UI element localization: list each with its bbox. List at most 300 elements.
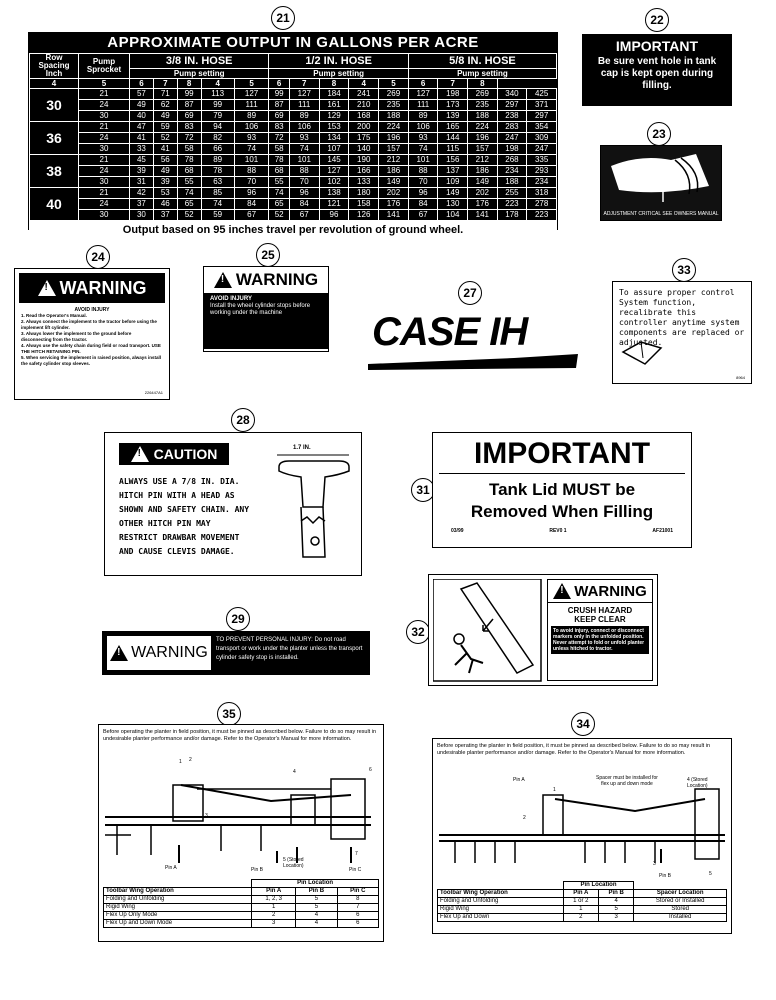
output-value: 165	[438, 122, 468, 133]
output-value: 297	[527, 111, 557, 122]
output-value: 255	[497, 188, 527, 199]
output-value: 49	[153, 166, 177, 177]
output-value: 127	[319, 166, 349, 177]
output-value: 70	[408, 177, 438, 188]
output-value: 202	[379, 188, 409, 199]
output-value: 212	[379, 155, 409, 166]
pin-location-title: Pin Location	[563, 882, 634, 890]
callout-35: 35	[217, 702, 241, 726]
table-cell: Flex Up and Down	[438, 914, 564, 922]
output-value: 53	[153, 188, 177, 199]
callout-21: 21	[271, 6, 295, 30]
output-value: 104	[438, 210, 468, 221]
table-cell: 5	[296, 896, 337, 904]
callout-31: 31	[411, 478, 435, 502]
output-value: 69	[177, 111, 201, 122]
output-value: 93	[408, 133, 438, 144]
table-cell: 2	[563, 914, 598, 922]
output-value: 55	[269, 177, 289, 188]
output-value: 238	[497, 111, 527, 122]
output-value: 126	[349, 210, 379, 221]
table-cell: 8	[337, 896, 378, 904]
output-value: 59	[153, 122, 177, 133]
output-value: 39	[153, 177, 177, 188]
output-value: 188	[468, 111, 498, 122]
output-value: 84	[408, 199, 438, 210]
output-value: 74	[408, 144, 438, 155]
callout-25: 25	[256, 243, 280, 267]
pump-setting-value: 5	[234, 79, 269, 89]
output-value: 107	[319, 144, 349, 155]
output-value: 113	[201, 89, 234, 100]
output-value: 297	[497, 100, 527, 111]
output-value: 33	[130, 144, 154, 155]
part-number-label: 1	[179, 759, 182, 765]
output-value: 425	[527, 89, 557, 100]
table-cell: 6	[337, 912, 378, 920]
caution-triangle-icon	[131, 446, 149, 462]
output-value: 78	[201, 166, 234, 177]
decal-warning-avoid-injury	[14, 268, 170, 400]
caution-text: ALWAYS USE A 7/8 IN. DIA. HITCH PIN WITH A HEAD AS SHOWN AND SAFETY CHAIN. ANY OTHER HITCH PIN MAY RESTRICT DRAWBAR MOVEMENT AND CAUSE CLEVIS DAMAGE.	[119, 477, 250, 556]
output-value: 67	[408, 210, 438, 221]
output-value: 200	[349, 122, 379, 133]
sprocket-value: 24	[79, 166, 130, 177]
pin-location-table	[437, 881, 727, 922]
table-header: Pin A	[563, 890, 598, 898]
decal-revision: REV0 1	[549, 528, 567, 534]
output-value: 161	[319, 100, 349, 111]
decal-warning-transport	[102, 631, 370, 675]
output-value: 293	[527, 166, 557, 177]
table-cell: 6	[337, 920, 378, 928]
output-value: 93	[234, 133, 269, 144]
table-cell: 4	[296, 912, 337, 920]
output-value: 71	[153, 89, 177, 100]
output-value: 56	[153, 155, 177, 166]
table-cell: Stored or Installed	[634, 898, 727, 906]
output-value: 106	[289, 122, 319, 133]
output-value: 69	[269, 111, 289, 122]
output-value: 106	[408, 122, 438, 133]
table-cell: 3	[599, 914, 634, 922]
output-value: 84	[289, 199, 319, 210]
warning-triangle-icon	[110, 645, 128, 661]
output-value: 198	[438, 89, 468, 100]
sprocket-value: 30	[79, 177, 130, 188]
warning-text: To avoid injury, connect or disconnect markers only in the unfolded position. Never attempt to fold or unfold planter unless hitched to tractor.	[551, 626, 649, 654]
output-value: 30	[130, 210, 154, 221]
pin-location-title: Pin Location	[252, 880, 379, 888]
output-value: 186	[468, 166, 498, 177]
sprocket-value: 21	[79, 89, 130, 100]
decal-adjustment	[600, 145, 722, 221]
output-value: 84	[234, 199, 269, 210]
output-value: 309	[527, 133, 557, 144]
output-value: 140	[349, 144, 379, 155]
avoid-injury-sub: AVOID INJURY	[210, 296, 253, 302]
table-row	[438, 906, 727, 914]
pump-setting-value: 7	[153, 79, 177, 89]
output-value: 175	[349, 133, 379, 144]
output-value: 188	[497, 177, 527, 188]
pin-a-label: Pin A	[513, 777, 525, 783]
important-title: IMPORTANT	[439, 437, 685, 474]
output-value: 127	[289, 89, 319, 100]
output-value: 88	[408, 166, 438, 177]
output-value: 55	[177, 177, 201, 188]
output-value: 87	[177, 100, 201, 111]
output-value: 96	[319, 210, 349, 221]
stored-location-label: 5 (Stored Location)	[283, 857, 304, 869]
table-row	[30, 210, 557, 221]
output-value: 141	[379, 210, 409, 221]
table-row	[30, 122, 557, 133]
output-value: 241	[349, 89, 379, 100]
output-value: 66	[201, 144, 234, 155]
output-value: 83	[177, 122, 201, 133]
callout-33: 33	[672, 258, 696, 282]
output-value: 41	[130, 133, 154, 144]
table-header: Pin B	[296, 888, 337, 896]
output-value: 96	[289, 188, 319, 199]
output-value: 318	[527, 188, 557, 199]
output-value: 371	[527, 100, 557, 111]
callout-24: 24	[86, 245, 110, 269]
spacer-label: Spacer must be installed for flex up and down mode	[596, 775, 658, 787]
output-value: 234	[497, 166, 527, 177]
table-row	[30, 100, 557, 111]
table-cell: 1	[252, 904, 296, 912]
output-value: 109	[438, 177, 468, 188]
part-number-label: 7	[355, 851, 358, 857]
pump-setting-header: Pump setting	[408, 69, 556, 79]
crush-hazard-illustration	[433, 579, 543, 683]
important-text: Be sure vent hole in tank cap is kept open during filling.	[597, 56, 717, 91]
stored-location-label: 4 (Stored Location)	[687, 777, 708, 789]
output-value: 134	[319, 133, 349, 144]
warning-heading: WARNING	[59, 277, 147, 298]
decal-date: 03/99	[451, 528, 464, 534]
pinning-intro: Before operating the planter in field position, it must be pinned as described below. Failure to do so may result in undesirable planter performance and/or damage. Refer to the Operator's Manual for more information.	[103, 729, 377, 742]
output-value: 235	[379, 100, 409, 111]
pump-setting-value: 6	[269, 79, 289, 89]
output-value: 101	[408, 155, 438, 166]
hose-header: 3/8 IN. HOSE	[130, 54, 269, 69]
output-value: 79	[201, 111, 234, 122]
output-value: 223	[527, 210, 557, 221]
warning-triangle-icon	[553, 583, 571, 599]
table-cell: 1 or 2	[563, 898, 598, 906]
case-ih-logo-text: CASE IH	[372, 310, 528, 354]
part-number-label: 5	[709, 871, 712, 877]
output-value: 178	[497, 210, 527, 221]
callout-22: 22	[645, 8, 669, 32]
output-value: 83	[269, 122, 289, 133]
output-value: 144	[438, 133, 468, 144]
table-row	[30, 199, 557, 210]
caution-heading: CAUTION	[153, 446, 218, 462]
decal-code: AF21001	[652, 528, 673, 534]
output-value: 186	[379, 166, 409, 177]
output-value: 67	[234, 210, 269, 221]
hose-header: 5/8 IN. HOSE	[408, 54, 556, 69]
avoid-injury-sub: AVOID INJURY	[74, 307, 110, 313]
output-value: 74	[289, 144, 319, 155]
output-value: 224	[379, 122, 409, 133]
output-value: 149	[379, 177, 409, 188]
output-value: 196	[468, 133, 498, 144]
warning-header	[107, 636, 211, 670]
sprocket-value: 30	[79, 210, 130, 221]
table-header: Pin A	[252, 888, 296, 896]
output-value: 157	[379, 144, 409, 155]
table-cell: Flex Up and Down Mode	[104, 920, 252, 928]
warning-heading: WARNING	[131, 644, 208, 661]
warning-header	[19, 273, 165, 303]
tank-lid-line2: Removed When Filling	[470, 502, 654, 521]
output-value: 99	[269, 89, 289, 100]
pump-setting-value: 5	[79, 79, 130, 89]
output-value: 58	[269, 144, 289, 155]
callout-23: 23	[647, 122, 671, 146]
table-cell: 1, 2, 3	[252, 896, 296, 904]
table-row	[30, 133, 557, 144]
output-value: 74	[234, 144, 269, 155]
output-table	[29, 53, 557, 221]
pump-setting-value: 8	[177, 79, 201, 89]
tank-lid-line1: Tank Lid MUST be	[488, 480, 636, 499]
table-row	[438, 914, 727, 922]
pump-setting-value: 4	[201, 79, 234, 89]
output-value: 85	[201, 188, 234, 199]
pump-setting-value: 5	[379, 79, 409, 89]
table-cell: Folding and Unfolding	[104, 896, 252, 904]
output-value: 52	[153, 133, 177, 144]
table-cell: Rigid Wing	[104, 904, 252, 912]
sprocket-value: 24	[79, 199, 130, 210]
warning-text: Install the wheel cylinder stops before working under the machine	[210, 303, 311, 316]
output-value: 176	[468, 199, 498, 210]
pin-a-label: Pin A	[165, 865, 177, 871]
output-value: 96	[408, 188, 438, 199]
table-header: Spacer Location	[634, 890, 727, 898]
output-value: 196	[379, 133, 409, 144]
output-value: 93	[289, 133, 319, 144]
output-value: 210	[349, 100, 379, 111]
sprocket-value: 24	[79, 133, 130, 144]
table-row	[30, 177, 557, 188]
callout-32: 32	[406, 620, 430, 644]
output-value: 106	[234, 122, 269, 133]
decal-pinning-instructions-34	[432, 738, 732, 934]
output-value: 111	[289, 100, 319, 111]
output-value: 176	[379, 199, 409, 210]
output-value: 37	[130, 199, 154, 210]
recalibrate-text: To assure proper control System function, recalibrate this controller anytime system components are replaced or adjusted.	[619, 288, 745, 347]
warning-header	[204, 267, 328, 293]
caution-header	[119, 443, 229, 465]
warning-triangle-icon	[214, 272, 232, 288]
output-value: 99	[177, 89, 201, 100]
part-number-label: 4	[293, 769, 296, 775]
pump-setting-value: 8	[319, 79, 349, 89]
output-value: 72	[269, 133, 289, 144]
output-value: 99	[201, 100, 234, 111]
output-value: 149	[438, 188, 468, 199]
output-value: 133	[349, 177, 379, 188]
output-value: 235	[468, 100, 498, 111]
row-spacing-value: 38	[30, 155, 79, 188]
output-value: 138	[319, 188, 349, 199]
table-row	[30, 89, 557, 100]
table-cell: Folding and Unfolding	[438, 898, 564, 906]
output-value: 52	[177, 210, 201, 221]
output-value: 354	[527, 122, 557, 133]
decal-pinning-instructions-35	[98, 724, 384, 942]
output-value: 74	[177, 188, 201, 199]
output-value: 156	[438, 155, 468, 166]
decal-important-vent	[582, 34, 732, 106]
output-value: 74	[201, 199, 234, 210]
pump-setting-value: 6	[130, 79, 154, 89]
output-value: 180	[349, 188, 379, 199]
output-value: 63	[201, 177, 234, 188]
table-row	[30, 144, 557, 155]
warning-heading: WARNING	[574, 582, 647, 600]
output-value: 335	[527, 155, 557, 166]
row-spacing-value: 40	[30, 188, 79, 221]
output-value: 130	[438, 199, 468, 210]
output-value: 46	[153, 199, 177, 210]
table-header: Toolbar Wing Operation	[104, 888, 252, 896]
decal-case-ih-logo	[364, 308, 582, 372]
callout-29: 29	[226, 607, 250, 631]
crush-hazard-label: CRUSH HAZARD	[567, 606, 633, 615]
row-spacing-header: Row Spacing Inch	[30, 54, 79, 79]
table-row	[30, 166, 557, 177]
output-value: 127	[234, 89, 269, 100]
output-value: 70	[289, 177, 319, 188]
warning-item: 3. Always lower the implement to the ground before disconnecting from the tractor.	[21, 331, 132, 342]
decal-code: 226447A1	[144, 390, 163, 395]
output-value: 57	[130, 89, 154, 100]
hose-header: 1/2 IN. HOSE	[269, 54, 408, 69]
warning-text: TO PREVENT PERSONAL INJURY: Do not road transport or work under the planter unless the transport cylinder safety stop is installed.	[216, 637, 363, 661]
output-value: 72	[177, 133, 201, 144]
callout-28: 28	[231, 408, 255, 432]
pin-b-label: Pin B	[659, 873, 671, 879]
output-value: 74	[269, 188, 289, 199]
output-value: 58	[177, 144, 201, 155]
decal-warning-crush	[428, 574, 658, 686]
output-value: 224	[468, 122, 498, 133]
output-value: 149	[468, 177, 498, 188]
warning-heading: WARNING	[235, 270, 319, 289]
output-value: 49	[130, 100, 154, 111]
hitch-pin-illustration	[269, 447, 359, 567]
output-value: 65	[269, 199, 289, 210]
table-cell: Flex Up Only Mode	[104, 912, 252, 920]
table-row	[30, 111, 557, 122]
output-value: 78	[269, 155, 289, 166]
output-value: 115	[438, 144, 468, 155]
table-cell: 7	[337, 904, 378, 912]
table-cell: 4	[599, 898, 634, 906]
row-spacing-value: 30	[30, 89, 79, 122]
warning-item: 2. Always connect the implement to the tractor before using the implement lift cylinder.	[21, 319, 157, 330]
output-value: 278	[527, 199, 557, 210]
output-value: 145	[319, 155, 349, 166]
warning-items	[15, 313, 169, 367]
pump-setting-value: 7	[438, 79, 468, 89]
output-value: 101	[234, 155, 269, 166]
part-number-label: 3	[205, 813, 208, 819]
output-value: 188	[379, 111, 409, 122]
table-row	[104, 912, 379, 920]
pump-setting-value: 8	[468, 79, 498, 89]
output-value: 70	[234, 177, 269, 188]
decal-recalibrate	[612, 281, 752, 384]
output-value: 78	[177, 155, 201, 166]
table-cell: 5	[296, 904, 337, 912]
output-value: 198	[497, 144, 527, 155]
part-number-label: 2	[523, 815, 526, 821]
decal-output-table	[28, 32, 558, 236]
pump-setting-value: 4	[349, 79, 379, 89]
output-value: 127	[408, 89, 438, 100]
sprocket-value: 30	[79, 111, 130, 122]
output-value: 223	[497, 199, 527, 210]
output-value: 42	[130, 188, 154, 199]
output-table-title: APPROXIMATE OUTPUT IN GALLONS PER ACRE	[29, 33, 557, 53]
output-value: 62	[153, 100, 177, 111]
output-value: 67	[289, 210, 319, 221]
output-value: 37	[153, 210, 177, 221]
output-value: 129	[319, 111, 349, 122]
decal-footer	[433, 528, 691, 534]
output-value: 47	[130, 122, 154, 133]
pin-b-label: Pin B	[251, 867, 263, 873]
warning-item: 5. When servicing the implement in raised position, always install the safety cylinder stop sleeves.	[21, 355, 162, 366]
output-value: 94	[201, 122, 234, 133]
part-number-label: 6	[369, 767, 372, 773]
callout-34: 34	[571, 712, 595, 736]
pump-setting-value: 7	[289, 79, 319, 89]
table-row	[104, 896, 379, 904]
output-value: 190	[349, 155, 379, 166]
output-value: 89	[408, 111, 438, 122]
output-value: 269	[468, 89, 498, 100]
warning-triangle-icon	[38, 280, 56, 296]
table-cell: 4	[296, 920, 337, 928]
output-value: 101	[289, 155, 319, 166]
sprocket-value: 21	[79, 122, 130, 133]
pump-setting-header: Pump setting	[130, 69, 269, 79]
output-value: 137	[438, 166, 468, 177]
table-cell: 2	[252, 912, 296, 920]
warning-item: 1. Read the Operator's Manual.	[21, 313, 87, 318]
output-value: 111	[234, 100, 269, 111]
dimension-label: 1.7 IN.	[293, 445, 311, 451]
adjustment-illustration	[601, 146, 720, 204]
pin-c-label: Pin C	[349, 867, 362, 873]
output-value: 40	[130, 111, 154, 122]
output-value: 234	[527, 177, 557, 188]
output-value: 340	[497, 89, 527, 100]
table-cell: 3	[252, 920, 296, 928]
table-header: Toolbar Wing Operation	[438, 890, 564, 898]
